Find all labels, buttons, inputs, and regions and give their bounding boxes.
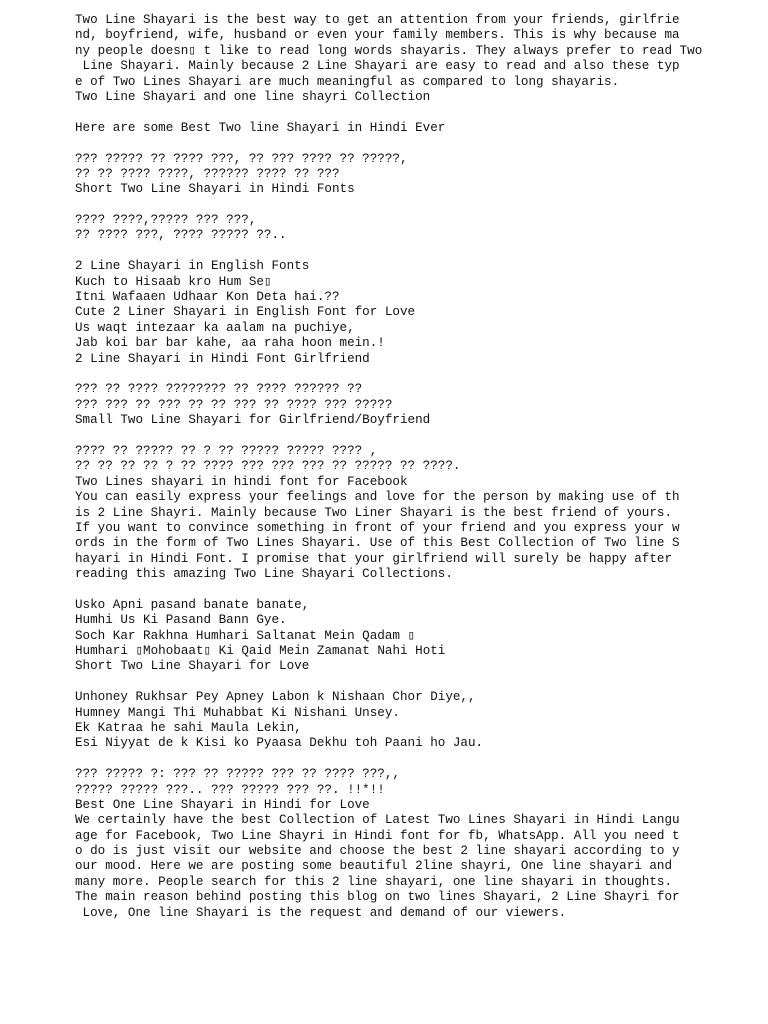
text-line: ??? ??? ?? ??? ?? ?? ??? ?? ???? ??? ????? [75,397,393,412]
text-line: hayari in Hindi Font. I promise that your girlfriend will surely be happy after [75,551,673,566]
text-line: Humney Mangi Thi Muhabbat Ki Nishani Unsey. [75,705,400,720]
text-line: ?? ?? ?? ?? ? ?? ???? ??? ??? ??? ?? ????? ?? ????. [75,459,461,474]
text-line: Love, One line Shayari is the request and demand of our viewers. [75,905,567,920]
text-line: age for Facebook, Two Line Shayri in Hindi font for fb, WhatsApp. All you need t [75,828,680,843]
text-line: Short Two Line Shayari in Hindi Fonts [75,182,355,197]
blank-line [75,367,755,382]
text-line: Best One Line Shayari in Hindi for Love [75,797,370,812]
text-line: reading this amazing Two Line Shayari Collections. [75,567,453,582]
blank-line [75,752,755,767]
text-line: nd, boyfriend, wife, husband or even your family members. This is why because ma [75,28,680,43]
text-line: o do is just visit our website and choose the best 2 line shayari according to y [75,844,680,859]
text-line: Line Shayari. Mainly because 2 Line Shayari are easy to read and also these typ [75,59,680,74]
text-line: We certainly have the best Collection of Latest Two Lines Shayari in Hindi Langu [75,813,680,828]
text-line: ords in the form of Two Lines Shayari. Use of this Best Collection of Two line S [75,536,680,551]
text-line: e of Two Lines Shayari are much meaningful as compared to long shayaris. [75,74,620,89]
text-line: Short Two Line Shayari for Love [75,659,310,674]
text-line: Two Line Shayari is the best way to get an attention from your friends, girlfrie [75,13,680,27]
text-line: Unhoney Rukhsar Pey Apney Labon k Nishaan Chor Diye,, [75,690,476,705]
text-line: Two Line Shayari and one line shayri Collection [75,89,431,104]
text-line: Cute 2 Liner Shayari in English Font for Love [75,305,416,320]
text-line: Itni Wafaaen Udhaar Kon Deta hai.?? [75,290,340,305]
text-line: Humhari ▯Mohobaat▯ Ki Qaid Mein Zamanat Nahi Hoti [75,644,446,659]
text-line: Humhi Us Ki Pasand Bann Gye. [75,613,287,628]
text-line: ?? ?? ???? ????, ?????? ???? ?? ??? [75,166,340,181]
text-line: Us waqt intezaar ka aalam na puchiye, [75,320,355,335]
text-line: our mood. Here we are posting some beautiful 2line shayri, One line shayari and [75,859,673,874]
blank-line [75,198,755,213]
text-line: Small Two Line Shayari for Girlfriend/Boyfriend [75,413,431,428]
text-line: 2 Line Shayari in Hindi Font Girlfriend [75,351,370,366]
text-line: many more. People search for this 2 line shayari, one line shayari in thoughts. [75,874,673,889]
text-line: ?? ???? ???, ???? ????? ??.. [75,228,287,243]
document-page [75,13,755,921]
text-line: If you want to convince something in front of your friend and you express your w [75,520,680,535]
text-line: ??? ????? ?: ??? ?? ????? ??? ?? ???? ???,, [75,767,400,782]
text-line: Soch Kar Rakhna Humhari Saltanat Mein Qadam ▯ [75,628,416,643]
blank-line [75,244,755,259]
text-line: The main reason behind posting this blog on two lines Shayari, 2 Line Shayri for [75,890,680,905]
text-line: Here are some Best Two line Shayari in Hindi Ever [75,120,446,135]
text-line: ???? ????,????? ??? ???, [75,213,257,228]
text-line: Jab koi bar bar kahe, aa raha hoon mein.! [75,336,385,351]
text-line: ??? ????? ?? ???? ???, ?? ??? ???? ?? ?????, [75,151,408,166]
text-line: You can easily express your feelings and love for the person by making use of th [75,490,680,505]
text-line: ???? ?? ????? ?? ? ?? ????? ????? ???? , [75,443,378,458]
text-line: Two Lines shayari in hindi font for Facebook [75,474,408,489]
blank-line [75,105,755,120]
blank-line [75,429,755,444]
text-line: Esi Niyyat de k Kisi ko Pyaasa Dekhu toh Paani ho Jau. [75,736,484,751]
text-line: Ek Katraa he sahi Maula Lekin, [75,720,302,735]
blank-line [75,136,755,151]
text-line: ny people doesn▯ t like to read long words shayaris. They always prefer to read Two [75,43,703,58]
text-line: ????? ????? ???.. ??? ????? ??? ??. !!*!! [75,782,385,797]
blank-line [75,675,755,690]
blank-line [75,582,755,597]
text-line: is 2 Line Shayri. Mainly because Two Liner Shayari is the best friend of yours. [75,505,673,520]
text-line: Kuch to Hisaab kro Hum Se▯ [75,274,272,289]
text-line: ??? ?? ???? ???????? ?? ???? ?????? ?? [75,382,363,397]
text-line: Usko Apni pasand banate banate, [75,597,310,612]
text-line: 2 Line Shayari in English Fonts [75,259,310,274]
